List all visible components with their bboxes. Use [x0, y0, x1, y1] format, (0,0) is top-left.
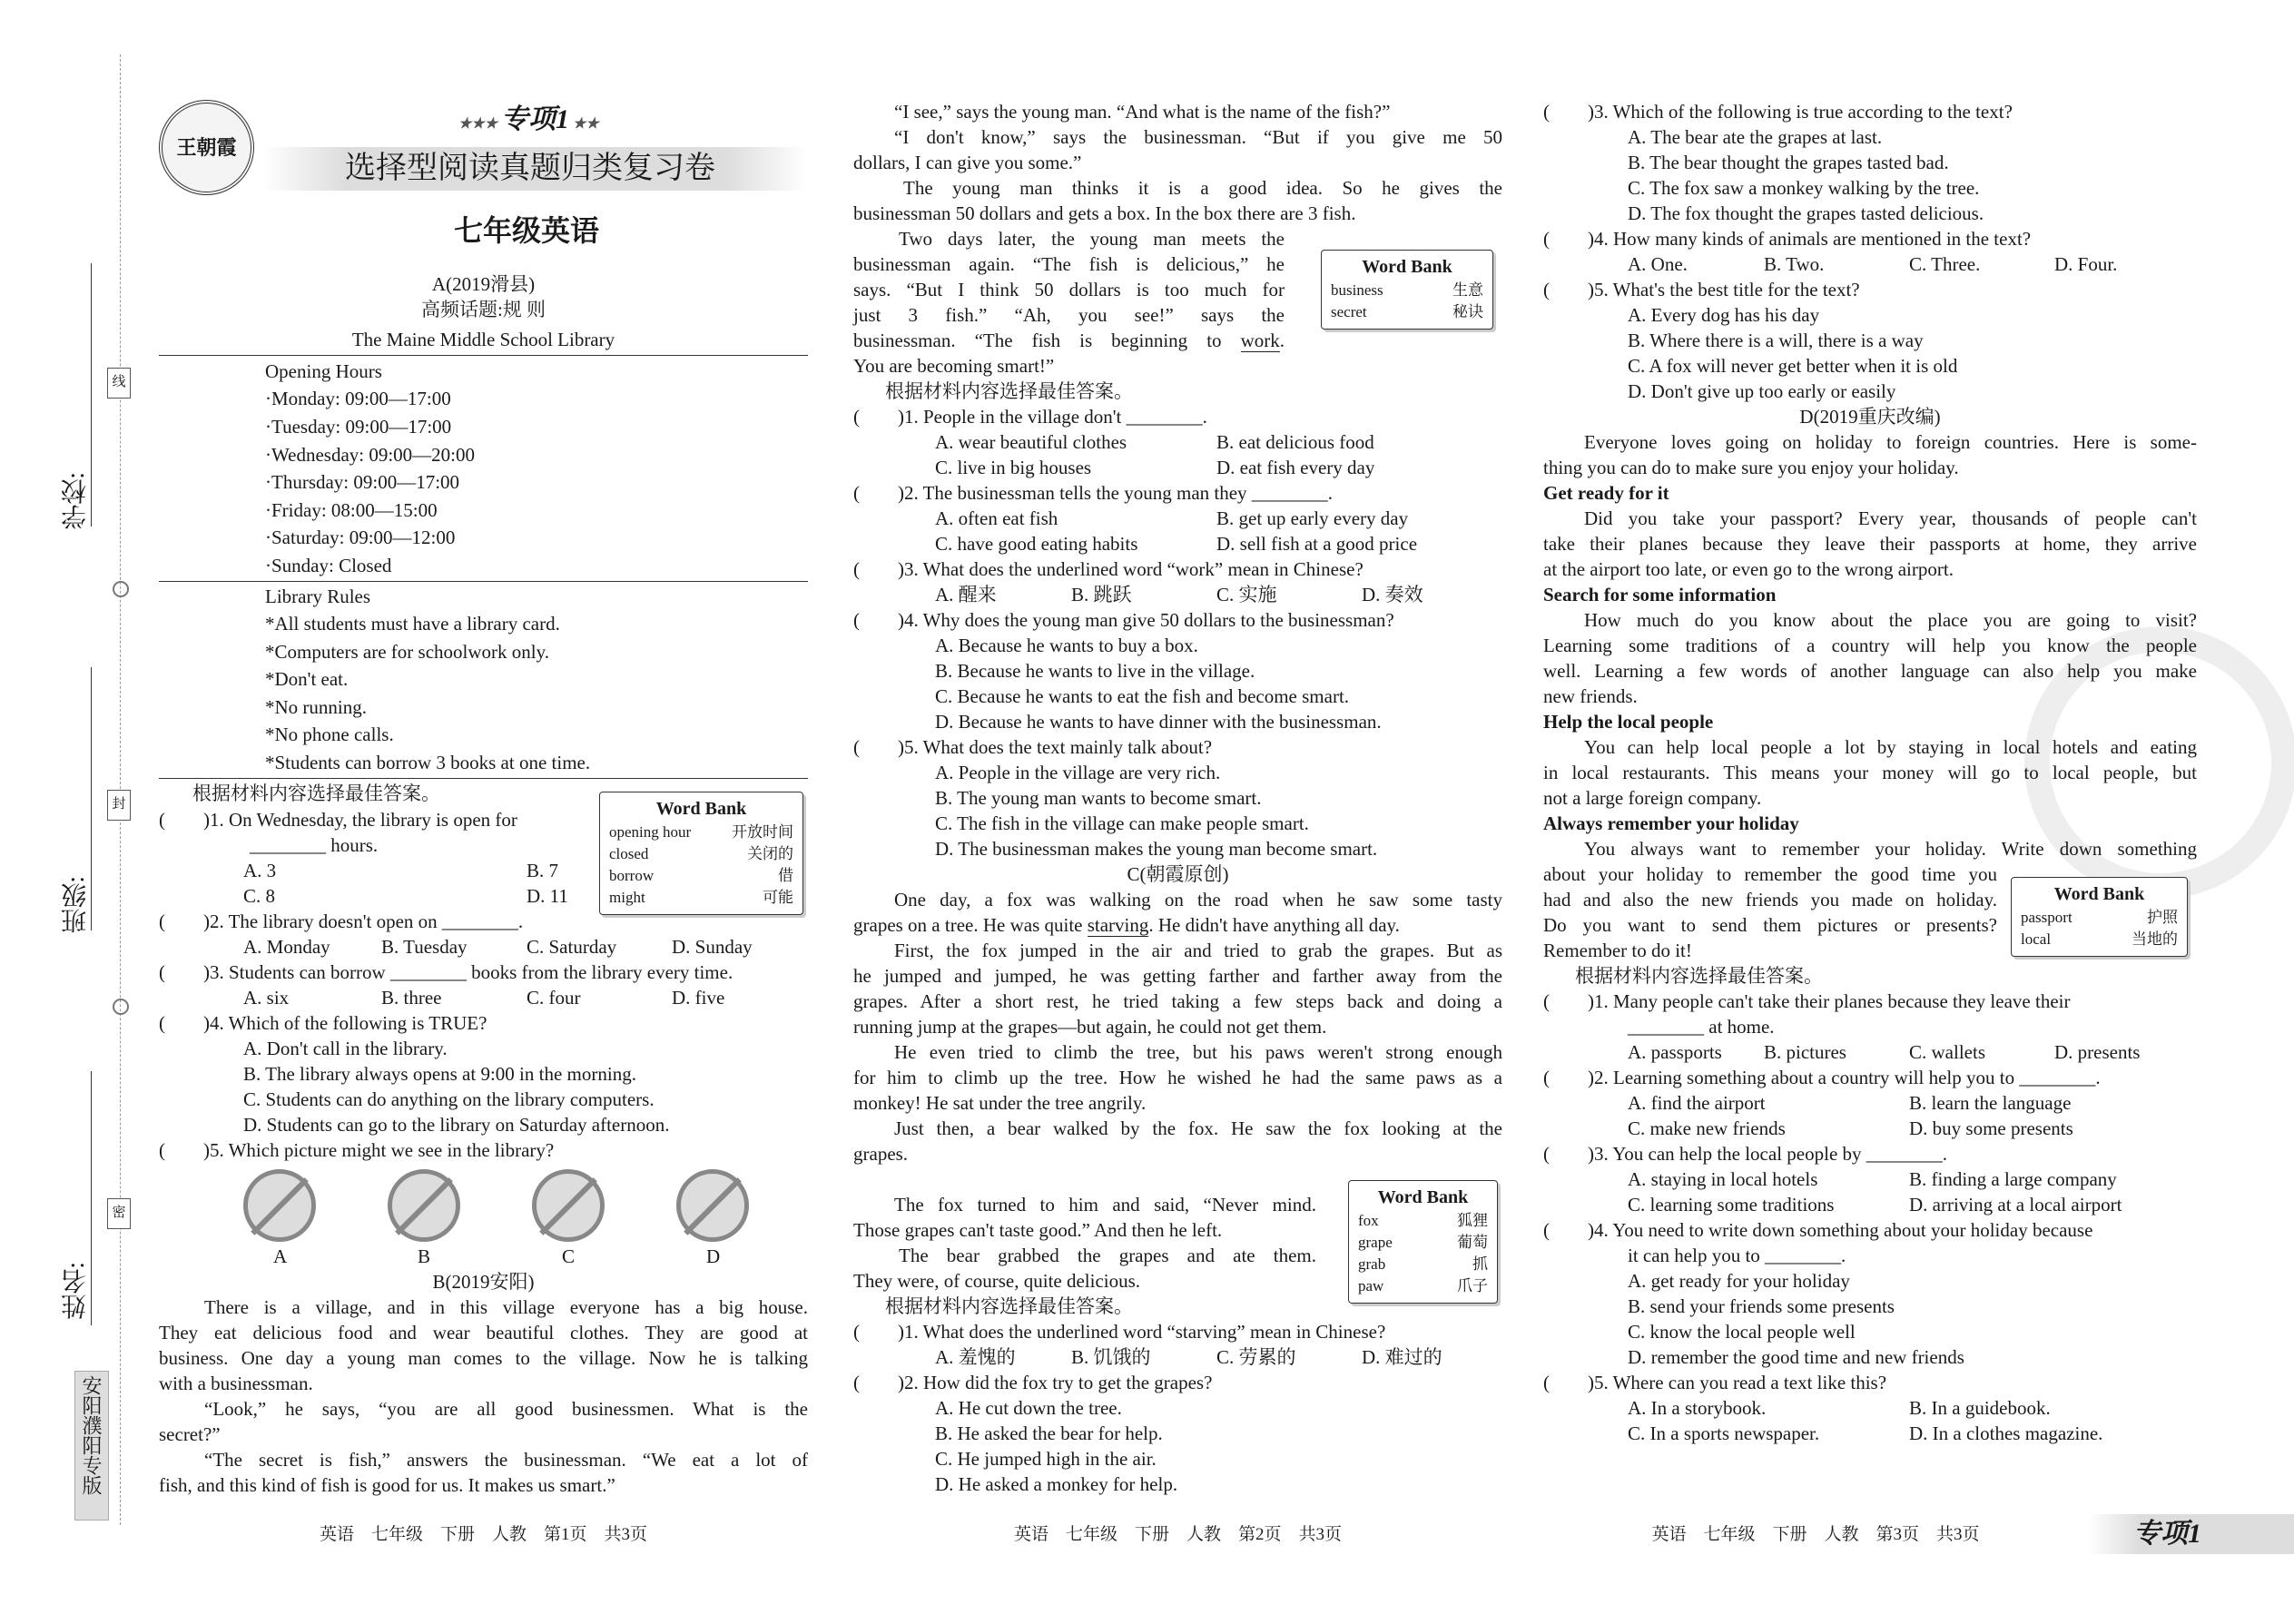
question-a2[interactable]: ( )2. The library doesn't open on ________.	[159, 910, 524, 932]
paragraph: The bear grabbed the grapes and ate them.	[899, 1245, 1316, 1266]
option[interactable]: D. 奏效	[1362, 584, 1423, 605]
paragraph: There is a village, and in this village everyone has a big house.	[204, 1296, 808, 1318]
question-b1[interactable]: ( )1. People in the village don't ________.	[853, 406, 1207, 428]
punch-hole	[113, 999, 129, 1015]
paragraph: new friends.	[1543, 685, 1638, 707]
subheading: Search for some information	[1543, 584, 1777, 605]
wb-word: borrow	[609, 867, 655, 884]
option[interactable]: B. get up early every day	[1216, 507, 1409, 529]
question-d3[interactable]: ( )3. You can help the local people by ________.	[1543, 1143, 1948, 1165]
hours-item: ·Friday: 08:00—15:00	[265, 499, 438, 521]
wb-meaning: 葡萄	[1457, 1234, 1488, 1251]
option[interactable]: A. find the airport	[1628, 1092, 1766, 1114]
option[interactable]: A. Don't call in the library.	[243, 1038, 448, 1059]
question-b3[interactable]: ( )3. What does the underlined word “work” mean in Chinese?	[853, 558, 1364, 580]
option[interactable]: A. get ready for your holiday	[1628, 1270, 1850, 1292]
hours-item: ·Monday: 09:00—17:00	[265, 388, 451, 409]
option[interactable]: B. In a guidebook.	[1909, 1397, 2051, 1419]
option[interactable]: D. 11	[527, 885, 568, 907]
paragraph: The fox turned to him and said, “Never mind.	[894, 1194, 1316, 1216]
paragraph: One day, a fox was walking on the road when he saw some tasty	[894, 889, 1502, 910]
question-a3[interactable]: ( )3. Students can borrow ________ books from the library every time.	[159, 961, 733, 983]
option[interactable]: D. Because he wants to have dinner with the businessman.	[935, 711, 1382, 733]
option[interactable]: A. He cut down the tree.	[935, 1397, 1122, 1419]
option[interactable]: C. He jumped high in the air.	[935, 1448, 1157, 1470]
instruction: 根据材料内容选择最佳答案。	[885, 380, 1133, 402]
wb-word: paw	[1358, 1277, 1384, 1294]
paragraph: businessman 50 dollars and gets a box. In the box there are 3 fish.	[853, 202, 1356, 224]
seal-mark-3: 密	[107, 1198, 131, 1229]
paragraph: about your holiday to remember the good time you	[1543, 863, 1997, 885]
option[interactable]: B. finding a large company	[1909, 1168, 2117, 1190]
option[interactable]: B. Where there is a will, there is a way	[1628, 330, 1924, 351]
option[interactable]: C. know the local people well	[1628, 1321, 1856, 1343]
picture-label: B	[418, 1245, 431, 1267]
paragraph: The young man thinks it is a good idea. So he gives the	[903, 177, 1502, 199]
option[interactable]: C. have good eating habits	[935, 533, 1138, 555]
wb-word: grape	[1358, 1234, 1393, 1251]
question-d5[interactable]: ( )5. Where can you read a text like this?	[1543, 1372, 1887, 1393]
option[interactable]: D. sell fish at a good price	[1216, 533, 1418, 555]
word-bank-a	[599, 792, 803, 915]
paragraph: fish, and this kind of fish is good for us. It makes us smart.”	[159, 1474, 615, 1496]
option[interactable]: D. The fox thought the grapes tasted delicious.	[1628, 202, 1984, 224]
paragraph: Two days later, the young man meets the	[899, 228, 1285, 250]
option[interactable]: C. 8	[243, 885, 276, 907]
name-label: 姓名:	[62, 1262, 90, 1320]
paragraph: How much do you know about the place you are going to visit?	[1584, 609, 2197, 631]
wb-meaning: 当地的	[2132, 930, 2178, 948]
paragraph: You are becoming smart!”	[853, 355, 1055, 377]
punch-hole	[113, 581, 129, 597]
paragraph: had and also the new friends you made on holiday.	[1543, 889, 1997, 910]
option[interactable]: A. Monday	[243, 936, 330, 958]
rule-item: *All students must have a library card.	[265, 613, 560, 635]
paragraph: monkey! He sat under the tree angrily.	[853, 1092, 1147, 1114]
option[interactable]: B. Tuesday	[381, 936, 468, 958]
option[interactable]: C. Three.	[1909, 253, 1981, 275]
paragraph: You can help local people a lot by staying in local hotels and eating	[1584, 736, 2197, 758]
hours-item: ·Sunday: Closed	[265, 555, 392, 576]
seal-mark-1: 线	[107, 368, 131, 399]
paragraph: He even tried to climb the tree, but his paws weren't strong enough	[894, 1041, 1502, 1063]
question-c3[interactable]: ( )3. Which of the following is true according to the text?	[1543, 101, 2013, 123]
rule-item: *No running.	[265, 696, 367, 718]
option[interactable]: A. 3	[243, 860, 277, 881]
question-a1-cont: ________ hours.	[250, 834, 379, 856]
footer-tag: 专项1	[2133, 1519, 2201, 1549]
instruction: 根据材料内容选择最佳答案。	[1575, 965, 1823, 987]
word-bank-title: Word Bank	[1377, 1187, 1469, 1207]
option[interactable]: A. Because he wants to buy a box.	[935, 635, 1198, 656]
word-bank-b	[1321, 250, 1493, 330]
paragraph: “I don't know,” says the businessman. “But if you give me 50	[894, 126, 1502, 148]
section-c-label: C(朝霞原创)	[1127, 863, 1229, 885]
topic-label: 高频话题:规 则	[420, 299, 546, 320]
option[interactable]: D. In a clothes magazine.	[1909, 1422, 2103, 1444]
wb-word: secret	[1331, 303, 1367, 320]
instruction: 根据材料内容选择最佳答案。	[192, 782, 440, 804]
instruction: 根据材料内容选择最佳答案。	[885, 1295, 1133, 1317]
word-bank-d	[2011, 877, 2188, 957]
paragraph: at the airport too late, or even go to the wrong airport.	[1543, 558, 1954, 580]
hours-item: ·Wednesday: 09:00—20:00	[265, 444, 476, 466]
underlined-word: work	[1240, 330, 1280, 351]
no-running-sign-icon[interactable]	[388, 1169, 460, 1242]
option[interactable]: B. The young man wants to become smart.	[935, 787, 1262, 809]
option[interactable]: B. eat delicious food	[1216, 431, 1374, 453]
rule-item: *Computers are for schoolwork only.	[265, 641, 549, 663]
option[interactable]: C. make new friends	[1628, 1117, 1786, 1139]
option[interactable]: B. 7	[527, 860, 559, 881]
option[interactable]: A. staying in local hotels	[1628, 1168, 1818, 1190]
paragraph: They eat delicious food and wear beautiful clothes. They are good at	[159, 1322, 808, 1343]
paragraph: secret?”	[159, 1423, 221, 1445]
wb-meaning: 护照	[2147, 909, 2178, 926]
option[interactable]: A. six	[243, 987, 290, 1009]
word-bank-title: Word Bank	[655, 799, 747, 819]
question-d1-cont: ________ at home.	[1628, 1016, 1775, 1038]
section-a-label: A(2019滑县)	[431, 273, 536, 295]
subheading: Get ready for it	[1543, 482, 1669, 504]
rule-item: *No phone calls.	[265, 723, 394, 745]
option[interactable]: D. eat fish every day	[1216, 457, 1375, 478]
paragraph: Did you take your passport? Every year, thousands of people can't	[1584, 507, 2197, 529]
school-label: 学校:	[62, 472, 90, 530]
option[interactable]: A. People in the village are very rich.	[935, 762, 1221, 783]
series-label: ★★★ 专项1 ★★	[458, 104, 599, 134]
wb-word: might	[609, 889, 645, 906]
option[interactable]: C. Because he wants to eat the fish and become smart.	[935, 685, 1350, 707]
hours-item: ·Tuesday: 09:00—17:00	[265, 416, 452, 438]
option[interactable]: D. He asked a monkey for help.	[935, 1473, 1178, 1495]
name-field[interactable]	[91, 1071, 92, 1325]
paragraph: for him to climb up the tree. How he wished he had the same paws as a	[853, 1067, 1502, 1088]
paragraph: just 3 fish.” “Ah, you see!” says the	[853, 304, 1285, 326]
question-a4[interactable]: ( )4. Which of the following is TRUE?	[159, 1012, 487, 1034]
option[interactable]: D. buy some presents	[1909, 1117, 2073, 1139]
wb-word: opening hour	[609, 823, 692, 841]
wb-word: grab	[1358, 1255, 1386, 1273]
notice-title: The Maine Middle School Library	[351, 329, 615, 350]
option[interactable]: C. The fish in the village can make people smart.	[935, 812, 1309, 834]
paragraph: well. Learning a few words of another language can also help you make	[1543, 660, 2197, 682]
wb-word: fox	[1358, 1212, 1379, 1229]
wb-word: passport	[2021, 909, 2072, 926]
paragraph: “Look,” he says, “you are all good businessmen. What is the	[204, 1398, 808, 1420]
paragraph: grapes. After a short rest, he tried taking a few steps back and doing a	[853, 990, 1502, 1012]
paragraph: “I see,” says the young man. “And what is the name of the fish?”	[894, 101, 1391, 123]
paragraph: They were, of course, quite delicious.	[853, 1270, 1141, 1292]
option[interactable]: A. 醒来	[935, 584, 997, 605]
paragraph: not a large foreign company.	[1543, 787, 1762, 809]
paragraph: “The secret is fish,” answers the businessman. “We eat a lot of	[204, 1449, 808, 1471]
divider	[159, 778, 808, 779]
paragraph: running jump at the grapes—but again, he could not get them.	[853, 1016, 1327, 1038]
subheading: Help the local people	[1543, 711, 1714, 733]
section-b-label: B(2019安阳)	[432, 1271, 535, 1293]
option[interactable]: D. 难过的	[1362, 1346, 1442, 1368]
paragraph: grapes.	[853, 1143, 909, 1165]
footer-page-2: 英语 七年级 下册 人教 第2页 共3页	[1013, 1525, 1342, 1544]
option[interactable]: A. One.	[1628, 253, 1688, 275]
option[interactable]: B. He asked the bear for help.	[935, 1422, 1163, 1444]
rule-item: *Don't eat.	[265, 668, 349, 690]
question-a5[interactable]: ( )5. Which picture might we see in the library?	[159, 1139, 555, 1161]
option[interactable]: D. The businessman makes the young man become smart.	[935, 838, 1378, 860]
class-label: 班级:	[62, 876, 90, 934]
subject-title: 七年级英语	[454, 214, 600, 247]
question-c1[interactable]: ( )1. What does the underlined word “starving” mean in Chinese?	[853, 1321, 1386, 1343]
option[interactable]: A. wear beautiful clothes	[935, 431, 1127, 453]
question-b5[interactable]: ( )5. What does the text mainly talk about?	[853, 736, 1213, 758]
paragraph-with-underlined-starving: grapes on a tree. He was quite starving. He didn't have anything all day.	[853, 914, 1400, 936]
divider	[159, 581, 808, 582]
option[interactable]: C. four	[527, 987, 581, 1009]
option[interactable]: A. In a storybook.	[1628, 1397, 1767, 1419]
footer-page-1: 英语 七年级 下册 人教 第1页 共3页	[319, 1525, 647, 1544]
wb-meaning: 生意	[1452, 281, 1483, 299]
option[interactable]: D. Sunday	[672, 936, 753, 958]
option[interactable]: C. live in big houses	[935, 457, 1092, 478]
paragraph: with a businessman.	[159, 1373, 313, 1394]
option[interactable]: D. Students can go to the library on Saturday afternoon.	[243, 1114, 670, 1136]
option[interactable]: C. Students can do anything on the library computers.	[243, 1088, 655, 1110]
option[interactable]: B. The library always opens at 9:00 in the morning.	[243, 1063, 636, 1085]
option[interactable]: C. In a sports newspaper.	[1628, 1422, 1820, 1444]
question-d4[interactable]: ( )4. You need to write down something about your holiday because	[1543, 1219, 2093, 1241]
option[interactable]: D. Don't give up too early or easily	[1628, 380, 1896, 402]
option[interactable]: C. wallets	[1909, 1041, 1985, 1063]
word-bank-title: Word Bank	[2053, 884, 2145, 904]
option[interactable]: A. 羞愧的	[935, 1346, 1016, 1368]
option[interactable]: B. send your friends some presents	[1628, 1295, 1895, 1317]
exam-title: 选择型阅读真题归类复习卷	[345, 152, 715, 185]
section-d-label: D(2019重庆改编)	[1799, 406, 1941, 428]
option[interactable]: A. often eat fish	[935, 507, 1058, 529]
paragraph: You always want to remember your holiday. Write down something	[1584, 838, 2197, 860]
paragraph: says. “But I think 50 dollars is too much for	[853, 279, 1285, 300]
wb-word: business	[1331, 281, 1383, 299]
question-c5[interactable]: ( )5. What's the best title for the text?	[1543, 279, 1860, 300]
option[interactable]: D. arriving at a local airport	[1909, 1194, 2122, 1216]
paragraph: First, the fox jumped in the air and tried to grab the grapes. But as	[894, 940, 1502, 961]
wb-meaning: 爪子	[1457, 1277, 1488, 1294]
divider	[159, 355, 808, 356]
option[interactable]: A. Every dog has his day	[1628, 304, 1820, 326]
wb-meaning: 关闭的	[747, 845, 793, 862]
option[interactable]: C. 实施	[1216, 584, 1277, 605]
question-a1[interactable]: ( )1. On Wednesday, the library is open for	[159, 809, 517, 831]
option[interactable]: B. 饥饿的	[1071, 1346, 1151, 1368]
underlined-word: starving	[1087, 914, 1149, 936]
seal-mark-2: 封	[107, 790, 131, 821]
wb-meaning: 开放时间	[732, 823, 793, 841]
paragraph: he jumped and jumped, he was getting farther and farther away from the	[853, 965, 1502, 987]
paragraph: businessman again. “The fish is delicious,” he	[853, 253, 1285, 275]
question-b4[interactable]: ( )4. Why does the young man give 50 dollars to the businessman?	[853, 609, 1394, 631]
paragraph: Everyone loves going on holiday to foreign countries. Here is some-	[1584, 431, 2197, 453]
paragraph: Those grapes can't taste good.” And then he left.	[853, 1219, 1223, 1241]
option[interactable]: D. presents	[2054, 1041, 2141, 1063]
option[interactable]: C. 劳累的	[1216, 1346, 1296, 1368]
wb-meaning: 抓	[1472, 1255, 1488, 1273]
option[interactable]: B. Two.	[1764, 253, 1825, 275]
paragraph: dollars, I can give you some.”	[853, 152, 1082, 173]
paragraph: in local restaurants. This means your money will go to local people, but	[1543, 762, 2197, 783]
no-photo-sign-icon[interactable]	[532, 1169, 605, 1242]
question-d4-cont: it can help you to ________.	[1628, 1245, 1846, 1266]
paragraph: Remember to do it!	[1543, 940, 1692, 961]
picture-label: D	[706, 1245, 721, 1267]
question-d1[interactable]: ( )1. Many people can't take their planes because they leave their	[1543, 990, 2071, 1012]
edition-tag: 安阳濮阳专版	[74, 1371, 109, 1521]
option[interactable]: D. remember the good time and new friends	[1628, 1346, 1964, 1368]
option[interactable]: C. A fox will never get better when it is old	[1628, 355, 1958, 377]
paragraph: Just then, a bear walked by the fox. He saw the fox looking at the	[894, 1117, 1502, 1139]
wb-meaning: 秘诀	[1452, 303, 1483, 320]
option[interactable]: C. The fox saw a monkey walking by the tree.	[1628, 177, 1980, 199]
picture-label: A	[273, 1245, 288, 1267]
logo: 王朝霞	[159, 100, 254, 195]
rules-title: Library Rules	[265, 586, 371, 607]
wb-meaning: 借	[778, 867, 793, 884]
paragraph: thing you can do to make sure you enjoy your holiday.	[1543, 457, 1959, 478]
word-bank-c	[1348, 1180, 1498, 1304]
paragraph: Do you want to send them pictures or presents?	[1543, 914, 1997, 936]
option[interactable]: A. The bear ate the grapes at last.	[1628, 126, 1883, 148]
hours-item: ·Saturday: 09:00—12:00	[265, 527, 456, 548]
hours-title: Opening Hours	[265, 360, 382, 382]
paragraph: business. One day a young man comes to the village. Now he is talking	[159, 1347, 808, 1369]
option[interactable]: A. passports	[1628, 1041, 1722, 1063]
option[interactable]: B. 跳跃	[1071, 584, 1132, 605]
no-touch-sign-icon[interactable]	[243, 1169, 316, 1242]
subheading: Always remember your holiday	[1543, 812, 1799, 834]
option[interactable]: D. Four.	[2054, 253, 2118, 275]
paragraph: Learning some traditions of a country will help you know the people	[1543, 635, 2197, 656]
hours-item: ·Thursday: 09:00—17:00	[265, 471, 460, 493]
option[interactable]: B. three	[381, 987, 442, 1009]
option[interactable]: B. learn the language	[1909, 1092, 2072, 1114]
wb-word: closed	[609, 845, 649, 862]
option[interactable]: B. The bear thought the grapes tasted bad.	[1628, 152, 1949, 173]
question-d2[interactable]: ( )2. Learning something about a country will help you to ________.	[1543, 1067, 2101, 1088]
school-field[interactable]	[91, 263, 92, 527]
option[interactable]: B. Because he wants to live in the village.	[935, 660, 1255, 682]
footer-page-3: 英语 七年级 下册 人教 第3页 共3页	[1651, 1525, 1980, 1544]
question-c4[interactable]: ( )4. How many kinds of animals are mentioned in the text?	[1543, 228, 2032, 250]
paragraph: take their planes because they leave their passports at home, they arrive	[1543, 533, 2197, 555]
wb-meaning: 狐狸	[1457, 1212, 1488, 1229]
word-bank-title: Word Bank	[1362, 257, 1452, 277]
no-pets-sign-icon[interactable]	[676, 1169, 749, 1242]
wb-word: local	[2021, 930, 2052, 948]
question-b2[interactable]: ( )2. The businessman tells the young man they ________.	[853, 482, 1334, 504]
question-c2[interactable]: ( )2. How did the fox try to get the grapes?	[853, 1372, 1213, 1393]
option[interactable]: D. five	[672, 987, 725, 1009]
picture-label: C	[562, 1245, 576, 1267]
option[interactable]: C. Saturday	[527, 936, 617, 958]
rule-item: *Students can borrow 3 books at one time.	[265, 752, 591, 773]
wb-meaning: 可能	[763, 889, 793, 906]
option[interactable]: C. learning some traditions	[1628, 1194, 1835, 1216]
paragraph-with-underlined-work: businessman. “The fish is beginning to work.	[853, 330, 1285, 351]
class-field[interactable]	[91, 667, 92, 930]
option[interactable]: B. pictures	[1764, 1041, 1846, 1063]
